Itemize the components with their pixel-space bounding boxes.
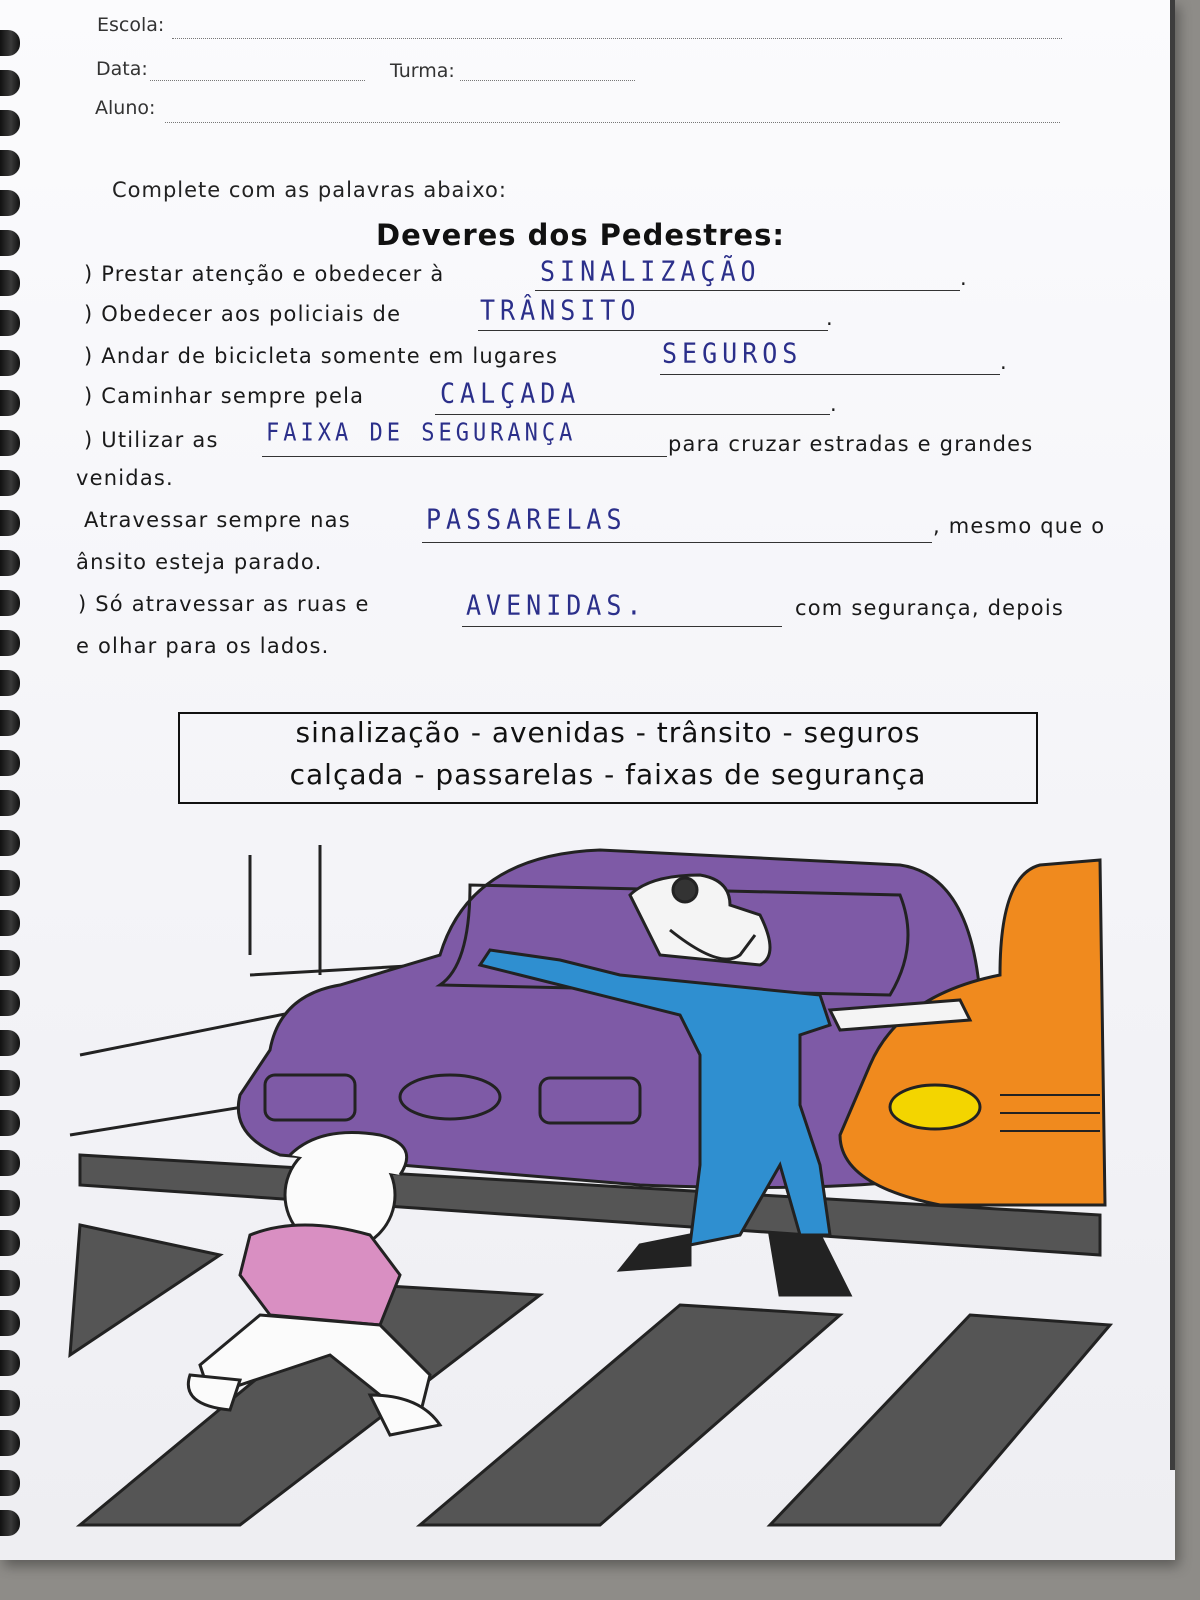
spiral-ring (0, 630, 20, 656)
spiral-ring (0, 1510, 20, 1536)
item-2-answer: TRÂNSITO (480, 293, 641, 326)
item-4-blank[interactable] (435, 414, 830, 415)
item-2-prefix: ) Obedecer aos policiais de (84, 302, 402, 326)
spiral-ring (0, 910, 20, 936)
item-3-answer: SEGUROS (662, 336, 803, 369)
spiral-ring (0, 270, 20, 296)
item-5-answer: FAIXA DE SEGURANÇA (266, 419, 577, 447)
item-6-prefix: Atravessar sempre nas (84, 508, 351, 532)
item-4-suffix: . (830, 392, 838, 416)
spiral-ring (0, 710, 20, 736)
spiral-ring (0, 550, 20, 576)
item-1-prefix: ) Prestar atenção e obedecer à (84, 262, 445, 286)
spiral-ring (0, 150, 20, 176)
student-label: Aluno: (95, 97, 156, 119)
item-3-suffix: . (1000, 350, 1008, 374)
spiral-ring (0, 510, 20, 536)
item-1-answer: SINALIZAÇÃO (540, 254, 761, 287)
spiral-ring (0, 990, 20, 1016)
spiral-ring (0, 1470, 20, 1496)
spiral-ring (0, 1150, 20, 1176)
item-6-answer: PASSARELAS (426, 502, 627, 535)
spiral-ring (0, 830, 20, 856)
item-3-blank[interactable] (660, 374, 1000, 375)
item-2-blank[interactable] (478, 330, 828, 331)
school-label: Escola: (97, 14, 165, 36)
spiral-ring (0, 1070, 20, 1096)
spiral-ring (0, 430, 20, 456)
crosswalk-stripes (70, 1155, 1110, 1525)
item-5-suffix: para cruzar estradas e grandes (668, 432, 1034, 456)
item-1-blank[interactable] (535, 290, 960, 291)
spiral-ring (0, 1030, 20, 1056)
spiral-ring (0, 310, 20, 336)
item-7-blank[interactable] (462, 626, 782, 627)
spiral-ring (0, 70, 20, 96)
page-border (1170, 0, 1175, 1470)
spiral-ring (0, 30, 20, 56)
spiral-ring (0, 950, 20, 976)
class-field[interactable] (460, 80, 635, 81)
word-bank-box (178, 712, 1038, 804)
spiral-ring (0, 750, 20, 776)
notebook-spiral (0, 0, 40, 1560)
item-6-blank[interactable] (422, 542, 932, 543)
item-7-suffix: com segurança, depois (795, 596, 1065, 620)
word-bank-line-1: sinalização - avenidas - trânsito - seguros (295, 716, 921, 749)
spiral-ring (0, 1270, 20, 1296)
spiral-ring (0, 1350, 20, 1376)
crosswalk-illustration (40, 835, 1170, 1555)
spiral-ring (0, 470, 20, 496)
spiral-ring (0, 390, 20, 416)
instruction-text: Complete com as palavras abaixo: (112, 178, 507, 202)
spiral-ring (0, 790, 20, 816)
spiral-ring (0, 1310, 20, 1336)
item-7-prefix: ) Só atravessar as ruas e (78, 592, 370, 616)
item-4-answer: CALÇADA (440, 376, 581, 409)
item-6-continuation: ânsito esteja parado. (76, 550, 323, 574)
spiral-ring (0, 190, 20, 216)
date-field[interactable] (150, 80, 365, 81)
spiral-ring (0, 1430, 20, 1456)
word-bank-line-2: calçada - passarelas - faixas de segurança (289, 758, 927, 791)
item-7-continuation: e olhar para os lados. (76, 634, 330, 658)
item-6-suffix: , mesmo que o (933, 514, 1106, 538)
class-label: Turma: (390, 60, 455, 82)
spiral-ring (0, 230, 20, 256)
item-7-answer: AVENIDAS. (466, 588, 647, 621)
spiral-ring (0, 870, 20, 896)
item-5-prefix: ) Utilizar as (84, 428, 219, 452)
spiral-ring (0, 590, 20, 616)
spiral-ring (0, 1110, 20, 1136)
spiral-ring (0, 670, 20, 696)
spiral-ring (0, 1190, 20, 1216)
spiral-ring (0, 1230, 20, 1256)
school-field[interactable] (172, 38, 1062, 39)
item-1-suffix: . (960, 266, 968, 290)
spiral-ring (0, 1390, 20, 1416)
item-3-prefix: ) Andar de bicicleta somente em lugares (84, 344, 559, 368)
spiral-ring (0, 110, 20, 136)
student-field[interactable] (165, 122, 1060, 123)
date-label: Data: (96, 58, 148, 80)
item-4-prefix: ) Caminhar sempre pela (84, 384, 365, 408)
item-2-suffix: . (826, 306, 834, 330)
item-5-continuation: venidas. (76, 466, 174, 490)
worksheet-title: Deveres dos Pedestres: (376, 218, 785, 252)
spiral-ring (0, 350, 20, 376)
item-5-blank[interactable] (262, 456, 667, 457)
